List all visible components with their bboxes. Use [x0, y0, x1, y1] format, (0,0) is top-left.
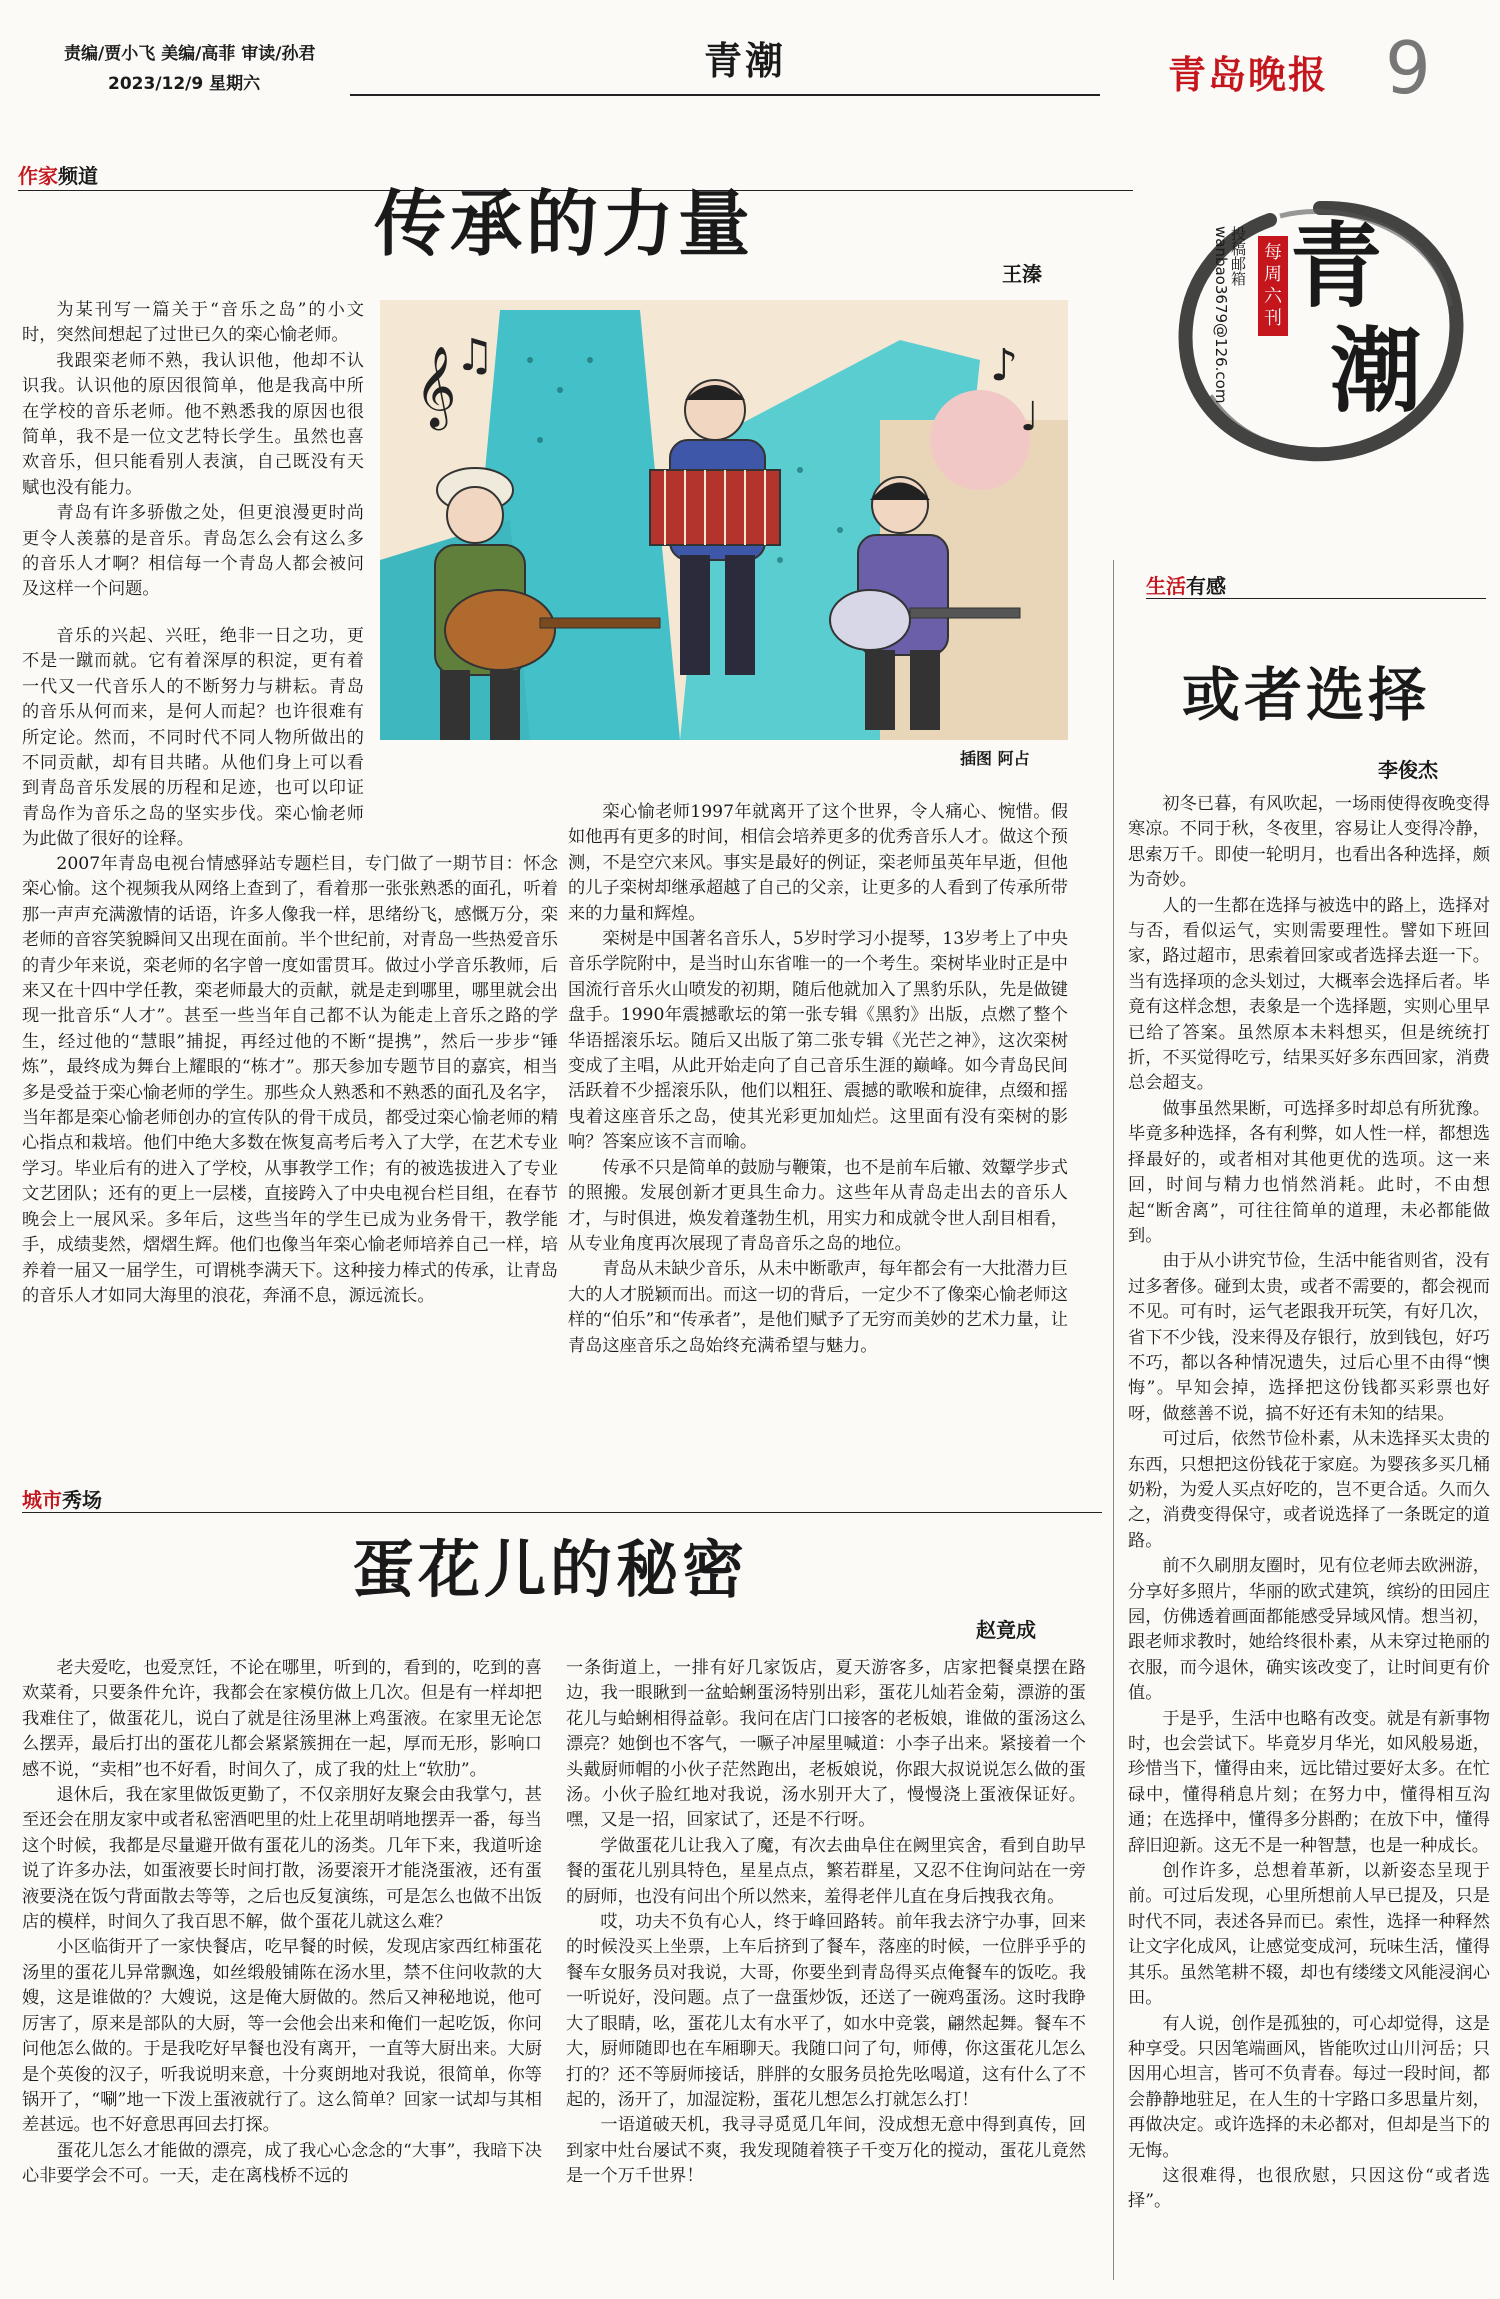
column-divider	[1113, 560, 1114, 2280]
illustration-credit: 插图 阿占	[960, 749, 1030, 768]
credits: 责编/贾小飞 美编/高菲 审读/孙君	[64, 44, 316, 64]
article2-tag-black: 有感	[1186, 574, 1226, 598]
svg-text:𝄞: 𝄞	[415, 345, 457, 427]
article1-paragraph: 青岛有许多骄傲之处，但更浪漫更时尚更令人羡慕的是音乐。青岛怎么会有这么多的音乐人才啊？相信每一个青岛人都会被问及这样一个问题。	[22, 503, 364, 600]
section-name: 青潮	[704, 39, 787, 83]
article1-column2	[568, 800, 1068, 1359]
article1-paragraph: 栾树是中国著名音乐人，5岁时学习小提琴，13岁考上了中央音乐学院附中，是当时山东省唯一的一个考生。栾树毕业时正是中国流行音乐火山喷发的初期，随后他就加入了黑豹乐队，先是做键盘手。1990年震撼歌坛的第一张专辑《黑豹》出版，点燃了整个华语摇滚乐坛。随后又出版了第二张专辑《光芒之神》，这次栾树变成了主唱，从此开始走向了自己音乐生涯的巅峰。如今青岛民间活跃着不少摇滚乐队，他们以粗狂、震撼的歌喉和旋律，点缀和摇曳着这座音乐之岛，使其光彩更加灿烂。这里面有没有栾树的影响？答案应该不言而喻。	[568, 929, 1068, 1153]
article2-author: 李俊杰	[1378, 758, 1438, 782]
article2-paragraph: 由于从小讲究节俭，生活中能省则省，没有过多奢侈。碰到太贵，或者不需要的，都会视而不见。可有时，运气老跟我开玩笑，有好几次，省下不少钱，没来得及存银行，放到钱包，好巧不巧，都以各种情况遗失，过后心里不由得“懊悔”。早知会掉，选择把这份钱都买彩票也好呀，做慈善不说，搞不好还有未知的结果。	[1128, 1251, 1490, 1424]
article2-paragraph: 创作许多，总想着革新，以新姿态呈现于前。可过后发现，心里所想前人早已提及，只是时代不同，表述各异而已。索性，选择一种释然让文字化成风，让感觉变成河，玩味生活，懂得其乐。虽然笔耕不辍，却也有缕缕文风能浸润心田。	[1128, 1861, 1490, 2009]
article1-tag-black: 频道	[58, 164, 98, 188]
article3-paragraph: 小区临街开了一家快餐店，吃早餐的时候，发现店家西红柿蛋花汤里的蛋花儿异常飘逸，如丝缎般铺陈在汤水里，禁不住问收款的大嫂，这是谁做的？大嫂说，这是俺大厨做的。然后又神秘地说，他可厉害了，原来是部队的大厨，等一会他会出来和俺们一起吃饭，你问问他怎么做的。于是我吃好早餐也没有离开，一直等大厨出来。大厨是个英俊的汉子，听我说明来意，十分爽朗地对我说，很简单，你等锅开了，“唰”地一下泼上蛋液就行了。这么简单？回家一试却与其相差甚远。也不好意思再回去打探。	[22, 1937, 542, 2136]
article1-column1-wide	[22, 852, 558, 1309]
article3-paragraph: 学做蛋花儿让我入了魔，有次去曲阜住在阙里宾舍，看到自助早餐的蛋花儿别具特色，星星点点，繁若群星，又忍不住询问站在一旁的厨师，也没有问出个所以然来，羞得老伴儿直在身后拽我衣角。	[566, 1835, 1086, 1907]
svg-text:♩: ♩	[1020, 394, 1039, 440]
article1-paragraph: 2007年青岛电视台情感驿站专题栏目，专门做了一期节目：怀念栾心愉。这个视频我从网络上查到了，看着那一张张熟悉的面孔，听着那一声声充满激情的话语，许多人像我一样，思绪纷飞，感慨万分，栾老师的音容笑貌瞬间又出现在面前。半个世纪前，对青岛一些热爱音乐的青少年来说，栾老师的名字曾一度如雷贯耳。做过小学音乐教师，后来又在十四中学任教，栾老师最大的贡献，就是走到哪里，哪里就会出现一批音乐“人才”。甚至一些当年自己都不认为能走上音乐之路的学生，经过他的“慧眼”捕捉，再经过他的不断“提携”，然后一步步“锤炼”，最终成为舞台上耀眼的“栋才”。那天参加专题节目的嘉宾，相当多是受益于栾心愉老师的学生。那些众人熟悉和不熟悉的面孔及名字，当年都是栾心愉老师创办的宣传队的骨干成员，都受过栾心愉老师的精心指点和栽培。他们中绝大多数在恢复高考后考入了大学，在艺术专业学习。毕业后有的进入了学校，从事教学工作；有的被选拔进入了专业文艺团队；还有的更上一层楼，直接跨入了中央电视台栏目组，在春节晚会上一展风采。多年后，这些当年的学生已成为业务骨干，教学能手，成绩斐然，熠熠生辉。他们也像当年栾心愉老师培养自己一样，培养着一届又一届学生，可谓桃李满天下。这种接力棒式的传承，让青岛的音乐人才如同大海里的浪花，奔涌不息，源远流长。	[22, 854, 558, 1306]
article2-paragraph: 人的一生都在选择与被选中的路上，选择对与否，看似运气，实则需要理性。譬如下班回家，路过超市，思索着回家或者选择去逛一下。当有选择项的念头划过，大概率会选择后者。毕竟有这样念想，表象是一个选择题，实则心里早已给了答案。虽然原本未料想买，但是统统打折，不买觉得吃亏，结果买好多东西回家，消费总会超支。	[1128, 895, 1490, 1094]
article1-paragraph: 我跟栾老师不熟，我认识他，他却不认识我。认识他的原因很简单，他是我高中所在学校的音乐老师。他不熟悉我的原因也很简单，我不是一位文艺特长学生。虽然也喜欢音乐，但只能看别人表演，自己既没有天赋也没有能力。	[22, 350, 364, 498]
svg-text:♪: ♪	[990, 340, 1019, 391]
article1-column1	[22, 298, 364, 603]
article3-tag-black: 秀场	[62, 1488, 102, 1512]
weekly-seal: 每周六刊	[1258, 236, 1288, 336]
article1-paragraph: 栾心愉老师1997年就离开了这个世界，令人痛心、惋惜。假如他再有更多的时间，相信会培养更多的优秀音乐人才。做这个预测，不是空穴来风。事实是最好的例证，栾老师虽英年早逝，但他的儿子栾树却继承超越了自己的父亲，让更多的人看到了传承所带来的力量和辉煌。	[568, 802, 1068, 924]
article2-title: 或者选择	[1182, 661, 1431, 729]
logo-char-2: 潮	[1330, 317, 1423, 425]
article2-paragraph: 有人说，创作是孤独的，可心却觉得，这是种享受。只因笔端画风，皆能吹过山川河岳；只因用心坦言，皆可不负青春。每过一段时间，都会静静地驻足，在人生的十字路口多思量片刻，再做决定。或许选择的未必都对，但却是当下的无悔。	[1128, 2013, 1490, 2161]
article2-paragraph: 可过后，依然节俭朴素，从未选择买太贵的东西，只想把这份钱花于家庭。为婴孩多买几桶奶粉，为爱人买点好吃的，岂不更合适。久而久之，消费变得保守，或者说选择了一条既定的道路。	[1128, 1429, 1490, 1551]
article2-tag-rule	[1146, 598, 1486, 599]
article1-paragraph: 青岛从未缺少音乐，从未中断歌声，每年都会有一大批潜力巨大的人才脱颖而出。而这一切的背后，一定少不了像栾心愉老师这样的“伯乐”和“传承者”，是他们赋予了无穷而美妙的艺术力量，让青岛这座音乐之岛始终充满希望与魅力。	[568, 1259, 1068, 1356]
issue-date: 2023/12/9 星期六	[108, 74, 261, 94]
article2-paragraph: 于是乎，生活中也略有改变。就是有新事物时，也会尝试下。毕竟岁月华光，如风般易逝，珍惜当下，懂得由来，远比错过要好太多。在忙碌中，懂得稍息片刻；在努力中，懂得相互沟通；在选择中，懂得多分斟酌；在放下中，懂得辞旧迎新。这无不是一种智慧，也是一种成长。	[1128, 1708, 1490, 1856]
article3-column1	[22, 1656, 542, 2190]
article3-column2	[566, 1656, 1086, 2190]
article1-column1-cont	[22, 624, 364, 853]
masthead-rule	[350, 94, 1100, 96]
article1-paragraph: 传承不只是简单的鼓励与鞭策，也不是前车后辙、效颦学步式的照搬。发展创新才更具生命力。这些年从青岛走出去的音乐人才，与时俱进，焕发着蓬勃生机，用实力和成就令世人刮目相看，从专业角度再次展现了青岛音乐之岛的地位。	[568, 1157, 1068, 1254]
article3-author: 赵竟成	[976, 1618, 1036, 1642]
article1-tag	[18, 160, 98, 189]
article2-paragraph: 做事虽然果断，可选择多时却总有所犹豫。毕竟多种选择，各有利弊，如人性一样，都想选择最好的，或者相对其他更优的选项。这一来回，时间与精力也悄然消耗。此时，不由想起“断舍离”，可往往简单的道理，未必都能做到。	[1128, 1098, 1490, 1246]
article3-tag-rule	[22, 1512, 1102, 1513]
article3-tag	[22, 1484, 102, 1513]
article1-paragraph: 音乐的兴起、兴旺，绝非一日之功，更不是一蹴而就。它有着深厚的积淀，更有着一代又一代音乐人的不断努力与耕耘。青岛的音乐从何而来，是何人而起？也许很难有所定论。然而，不同时代不同人物所做出的不同贡献，却有目共睹。从他们身上可以看到青岛音乐发展的历程和足迹，也可以印证青岛作为音乐之岛的坚实步伐。栾心愉老师为此做了很好的诠释。	[22, 626, 364, 850]
article2-tag	[1146, 570, 1226, 599]
article3-paragraph: 蛋花儿怎么才能做的漂亮，成了我心心念念的“大事”，我暗下决心非要学会不可。一天，走在离栈桥不远的	[22, 2140, 542, 2187]
article3-paragraph: 老夫爱吃，也爱烹饪，不论在哪里，听到的，看到的，吃到的喜欢菜肴，只要条件允许，我都会在家模仿做上几次。但是有一样却把我难住了，做蛋花儿，说白了就是往汤里淋上鸡蛋液。在家里无论怎么摆弄，最后打出的蛋花儿都会紧紧簇拥在一起，厚而无形，影响口感不说，“卖相”也不好看，时间久了，成了我的灶上“软肋”。	[22, 1658, 542, 1780]
article2-tag-red: 生活	[1146, 574, 1186, 598]
article1-title: 传承的力量	[374, 182, 755, 266]
illustration-band	[380, 300, 1068, 740]
logo-char-1: 青	[1290, 212, 1383, 320]
submission-email: 投稿邮箱 wanbao3679@126.com	[1212, 226, 1247, 404]
article2-paragraph: 这很难得，也很欣慰，只因这份“或者选择”。	[1128, 2165, 1490, 2212]
page-number: 9	[1385, 26, 1431, 110]
article3-title: 蛋花儿的秘密	[352, 1533, 749, 1606]
article3-paragraph: 哎，功夫不负有心人，终于峰回路转。前年我去济宁办事，回来的时候没买上坐票，上车后挤到了餐车，落座的时候，一位胖乎乎的餐车女服务员对我说，大哥，你要坐到青岛得买点俺餐车的饭吃。我一听说好，没问题。点了一盘蛋炒饭，还送了一碗鸡蛋汤。这时我睁大了眼睛，吆，蛋花儿太有水平了，如水中竞裳，翩然起舞。餐车不大，厨师随即也在车厢聊天。我随口问了句，师傅，你这蛋花儿怎么打的？还不等厨师接话，胖胖的女服务员抢先吆喝道，这有什么了不起的，汤开了，加湿淀粉，蛋花儿想怎么打就怎么打！	[566, 1912, 1086, 2110]
article3-tag-red: 城市	[22, 1488, 62, 1512]
article1-paragraph: 为某刊写一篇关于“音乐之岛”的小文时，突然间想起了过世已久的栾心愉老师。	[22, 300, 364, 346]
article3-paragraph: 一语道破天机，我寻寻觅觅几年间，没成想无意中得到真传，回到家中灶台屡试不爽，我发现随着筷子千变万化的搅动，蛋花儿竟然是一个万千世界！	[566, 2115, 1086, 2187]
article3-paragraph: 退休后，我在家里做饭更勤了，不仅亲朋好友聚会由我掌勺，甚至还会在朋友家中或者私密酒吧里的灶上花里胡哨地摆弄一番，每当这个时候，我都是尽量避开做有蛋花儿的汤类。几年下来，我道听途说了许多办法，如蛋液要长时间打散，汤要滚开才能浇蛋液，还有蛋液要浇在饭勺背面散去等等，之后也反复演练，可是怎么也做不出饭店的模样，时间久了我百思不解，做个蛋花儿就这么难？	[22, 1785, 542, 1933]
qingchao-logo	[1170, 196, 1470, 466]
article2-paragraph: 前不久刷朋友圈时，见有位老师去欧洲游，分享好多照片，华丽的欧式建筑，缤纷的田园庄园，仿佛透着画面都能感受异域风情。想当初，跟老师求教时，她给终很朴素，从未穿过艳丽的衣服，而今退休，确实该改变了，让时间更有价值。	[1128, 1556, 1490, 1704]
svg-text:♫: ♫	[455, 330, 495, 381]
article2-paragraph: 初冬已暮，有风吹起，一场雨使得夜晚变得寒凉。不同于秋，冬夜里，容易让人变得冷静，思索万千。即使一轮明月，也看出各种选择，颇为奇妙。	[1128, 794, 1490, 891]
article1-author: 王溱	[1002, 262, 1042, 286]
article2-body	[1128, 792, 1490, 2215]
band-illustration	[380, 300, 1068, 740]
article1-tag-red: 作家	[18, 164, 58, 188]
paper-name: 青岛晚报	[1168, 52, 1329, 97]
article3-paragraph: 一条街道上，一排有好几家饭店，夏天游客多，店家把餐桌摆在路边，我一眼瞅到一盆蛤蜊蛋汤特别出彩，蛋花儿灿若金菊，漂游的蛋花儿与蛤蜊相得益彰。我问在店门口接客的老板娘，谁做的蛋汤这么漂亮？她倒也不客气，一噘子冲屋里喊道：小李子出来。紧接着一个头戴厨师帽的小伙子茫然跑出，老板娘说，你跟大叔说说怎么做的蛋汤。小伙子脸红地对我说，汤水别开大了，慢慢浇上蛋液保证好。嘿，又是一招，回家试了，还是不行呀。	[566, 1658, 1086, 1831]
